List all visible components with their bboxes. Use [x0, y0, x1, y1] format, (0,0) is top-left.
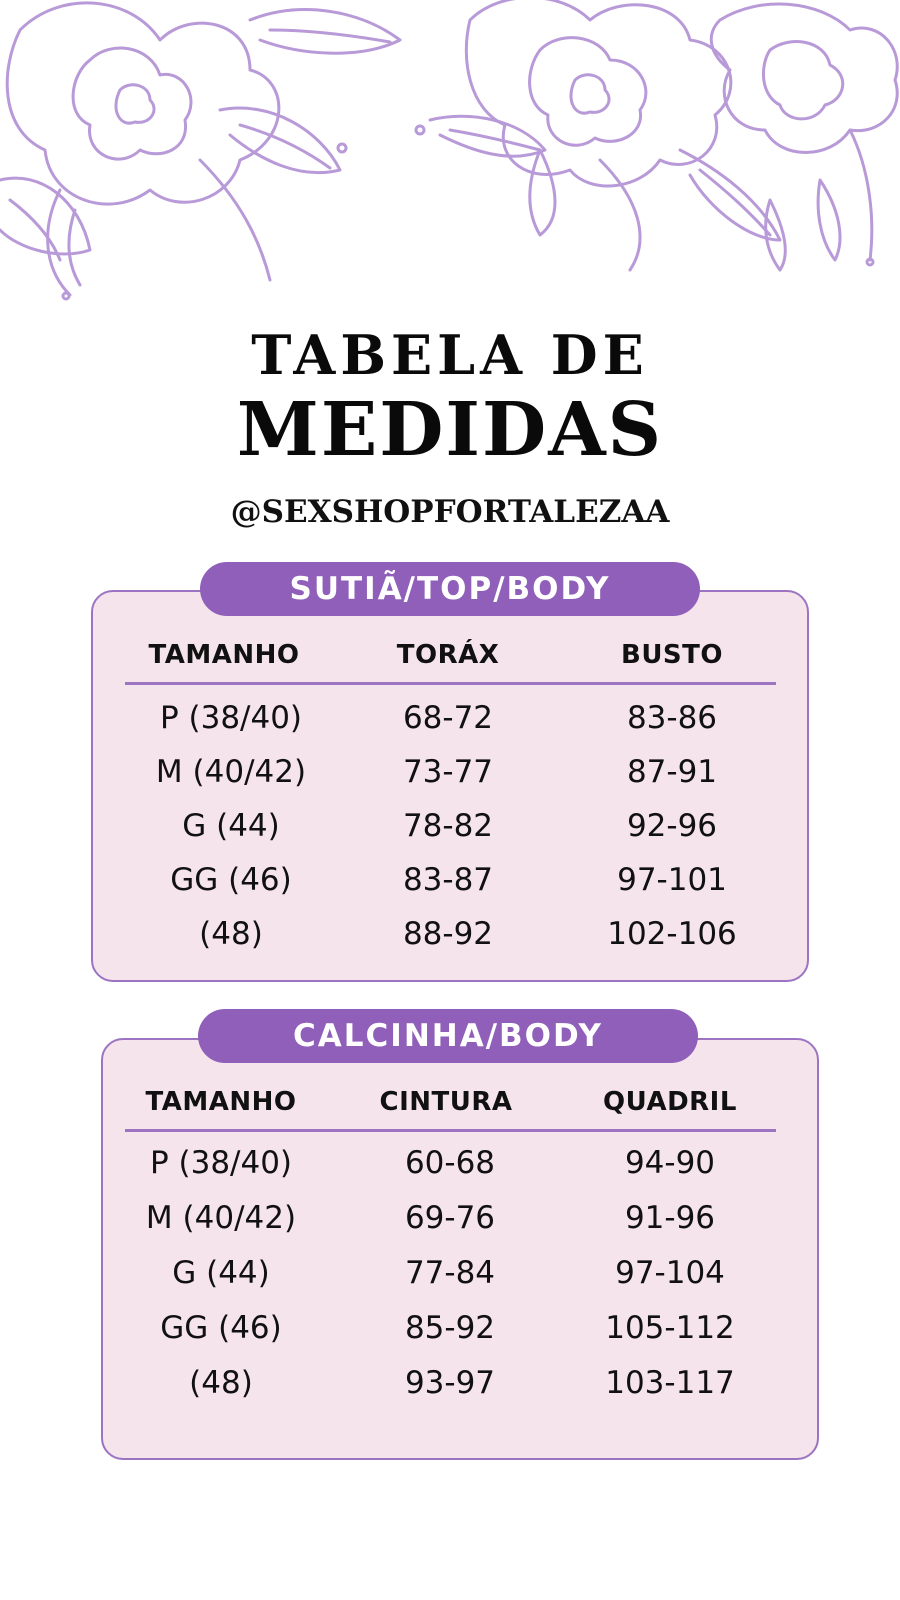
table-row	[0, 1198, 900, 1238]
size-cell: G (44)	[172, 1255, 270, 1291]
table-header-row	[0, 1082, 900, 1122]
column-header: TAMANHO	[148, 640, 300, 670]
measure-cell: 73-77	[402, 754, 494, 790]
section-label-panty: CALCINHA/BODY	[198, 1009, 698, 1063]
size-cell: GG (46)	[160, 1310, 282, 1346]
table-row	[0, 1308, 900, 1348]
measure-cell: 78-82	[402, 808, 494, 844]
page-title-line-1: TABELA DE	[251, 323, 649, 387]
size-cell: P (38/40)	[159, 700, 303, 736]
measure-cell: 87-91	[626, 754, 718, 790]
table-row	[0, 698, 900, 738]
measure-cell: 85-92	[404, 1310, 496, 1346]
column-header: TORÁX	[396, 640, 500, 670]
table-row	[0, 806, 900, 846]
measure-cell: 93-97	[404, 1365, 496, 1401]
measure-cell: 92-96	[626, 808, 718, 844]
size-cell: (48)	[199, 916, 263, 952]
header-divider	[125, 682, 776, 685]
size-cell: (48)	[189, 1365, 253, 1401]
table-row	[0, 1143, 900, 1183]
table-row	[0, 1363, 900, 1403]
column-header: QUADRIL	[603, 1087, 737, 1117]
size-cell: GG (46)	[170, 862, 292, 898]
table-row	[0, 860, 900, 900]
page-title-line-2: MEDIDAS	[236, 387, 664, 473]
measure-cell: 94-90	[624, 1145, 716, 1181]
section-label-bra: SUTIÃ/TOP/BODY	[200, 562, 700, 616]
table-row	[0, 752, 900, 792]
measure-cell: 83-86	[626, 700, 718, 736]
measure-cell: 97-101	[617, 862, 727, 898]
size-cell: P (38/40)	[149, 1145, 293, 1181]
measure-cell: 103-117	[605, 1365, 735, 1401]
measure-cell: 69-76	[404, 1200, 496, 1236]
social-handle: @SEXSHOPFORTALEZAA	[230, 494, 670, 530]
column-header: CINTURA	[379, 1087, 513, 1117]
floral-decoration	[0, 0, 900, 320]
measure-cell: 83-87	[402, 862, 494, 898]
size-cell: G (44)	[182, 808, 280, 844]
table-row	[0, 914, 900, 954]
measure-cell: 91-96	[624, 1200, 716, 1236]
measure-cell: 68-72	[402, 700, 494, 736]
header-divider	[125, 1129, 776, 1132]
table-row	[0, 1253, 900, 1293]
measure-cell: 105-112	[605, 1310, 735, 1346]
measure-cell: 77-84	[404, 1255, 496, 1291]
size-cell: M (40/42)	[145, 1200, 297, 1236]
measure-cell: 97-104	[615, 1255, 725, 1291]
size-cell: M (40/42)	[155, 754, 307, 790]
measure-cell: 88-92	[402, 916, 494, 952]
column-header: TAMANHO	[145, 1087, 297, 1117]
measure-cell: 60-68	[404, 1145, 496, 1181]
table-header-row	[0, 635, 900, 675]
measure-cell: 102-106	[607, 916, 737, 952]
column-header: BUSTO	[621, 640, 723, 670]
